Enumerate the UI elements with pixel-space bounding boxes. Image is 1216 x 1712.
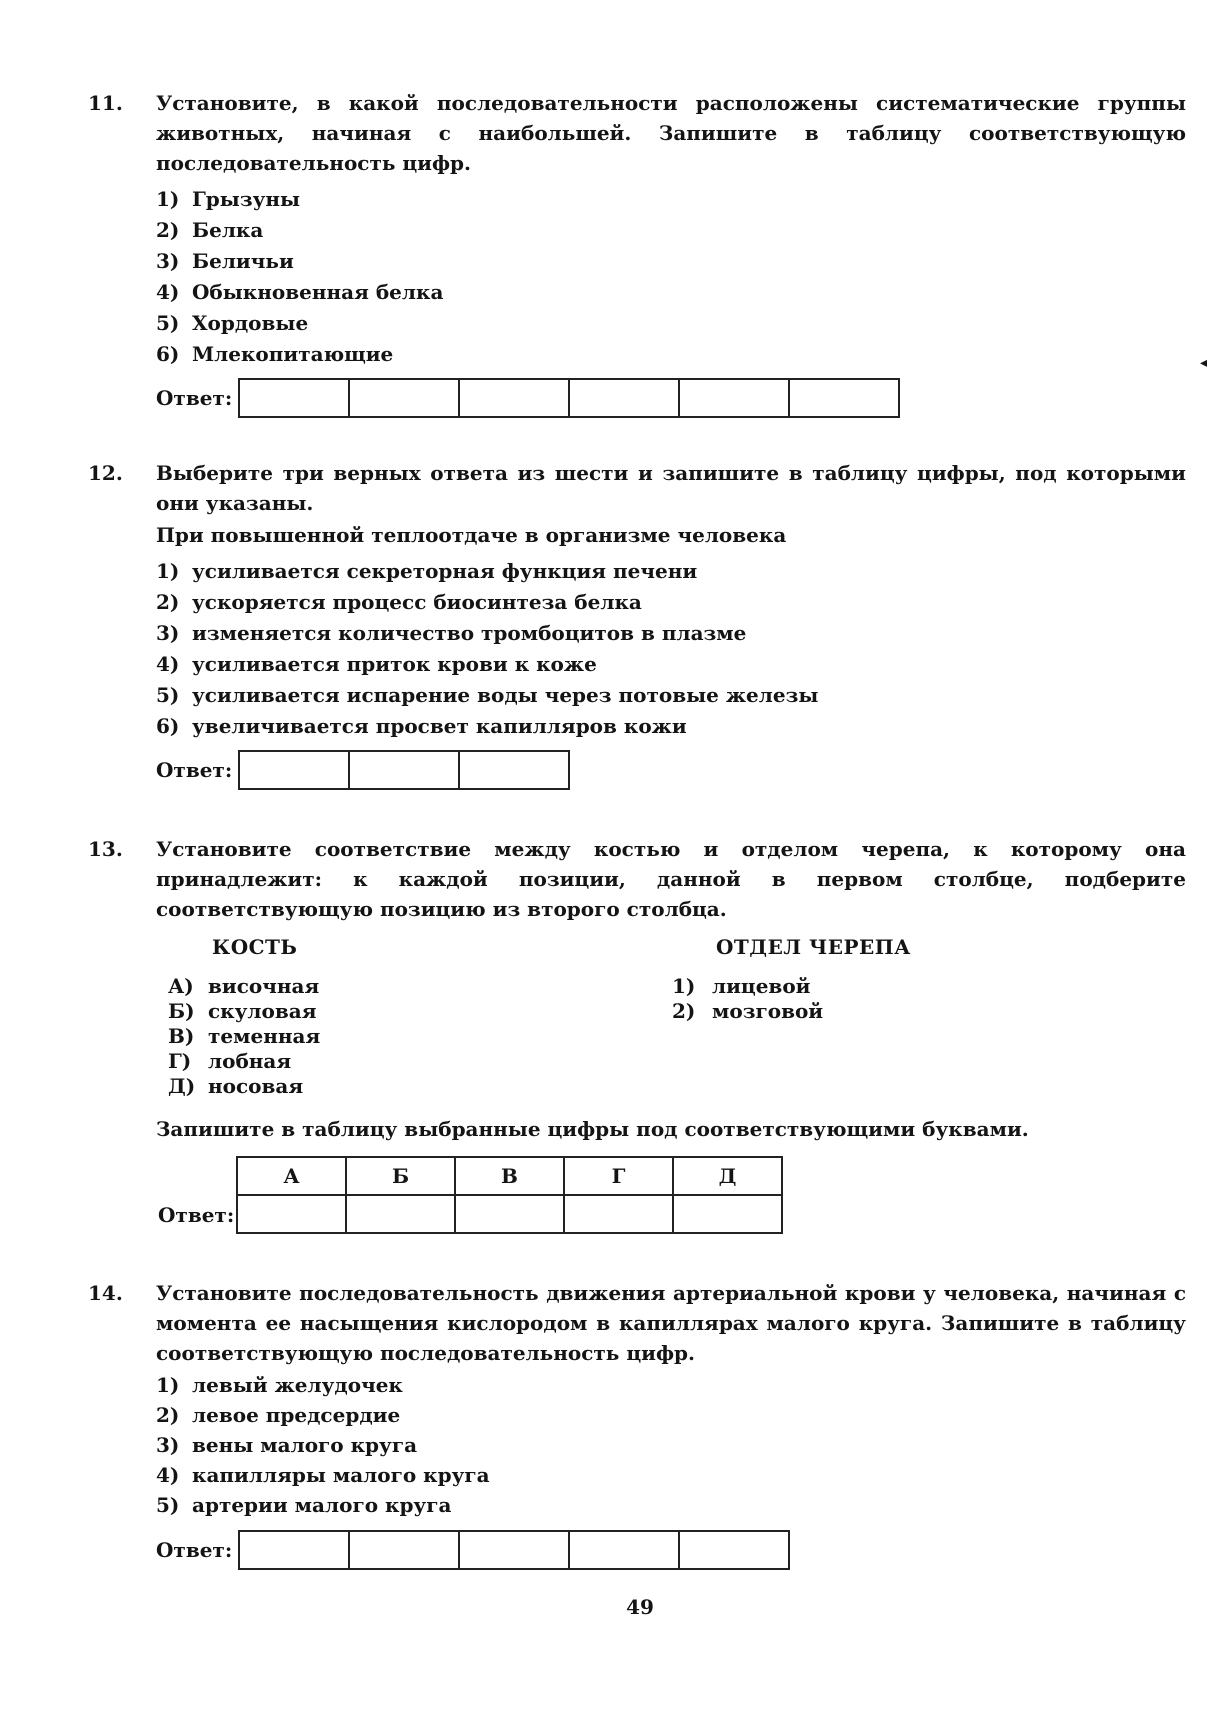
task-text: Установите последовательность движения артериальной крови у человека, начиная с момента ее насыщения кислородом в капиллярах малого круга. Запишите в таблицу соответствующую последовательность цифр. [156,1281,1186,1365]
list-item: 2) Белка [156,218,264,242]
table-header-cell: Б [346,1157,455,1195]
answer-cell[interactable] [237,1195,346,1233]
answer-label: Ответ: [158,1203,235,1227]
list-item: Д) носовая [168,1074,304,1098]
list-item: В) теменная [168,1024,321,1048]
list-item: 5) артерии малого круга [156,1493,452,1517]
task-text: Выберите три верных ответа из шести и запишите в таблицу цифры, под которыми они указаны. [156,461,1186,515]
answer-label: Ответ: [156,758,233,782]
answer-cell[interactable] [346,1195,455,1233]
table-instruction: Запишите в таблицу выбранные цифры под соответствующими буквами. [156,1117,1029,1141]
answer-cell[interactable] [240,1532,350,1568]
answer-cell[interactable] [564,1195,673,1233]
option-list [156,556,1056,742]
answer-cell[interactable] [350,752,460,788]
answer-table [236,1156,783,1234]
answer-label: Ответ: [156,1538,233,1562]
list-item: 3) изменяется количество тромбоцитов в плазме [156,621,747,645]
answer-cell[interactable] [350,380,460,416]
answer-label: Ответ: [156,386,233,410]
table-header-cell: Г [564,1157,673,1195]
left-column-title: КОСТЬ [212,935,298,959]
list-item: 4) усиливается приток крови к коже [156,652,597,676]
answer-row [156,750,570,790]
list-item: 6) увеличивается просвет капилляров кожи [156,714,687,738]
page-number: 49 [626,1595,654,1619]
table-header-cell: А [237,1157,346,1195]
list-item: 1) левый желудочек [156,1373,403,1397]
table-header-cell: В [455,1157,564,1195]
list-item: 4) Обыкновенная белка [156,280,444,304]
table-header-cell: Д [673,1157,782,1195]
answer-row [156,378,900,418]
list-item: 5) Хордовые [156,311,309,335]
margin-mark: ◂ [1200,355,1208,371]
list-item: 2) ускоряется процесс биосинтеза белка [156,590,642,614]
answer-cell[interactable] [460,380,570,416]
answer-cell[interactable] [673,1195,782,1233]
list-item: 1) лицевой [672,974,811,998]
option-list [156,184,1056,370]
list-item: 1) Грызуны [156,187,301,211]
list-item: А) височная [168,974,320,998]
answer-row [156,1530,790,1570]
answer-cells [238,750,570,790]
answer-cell[interactable] [460,1532,570,1568]
right-column-list [672,974,823,1024]
task-text: Установите соответствие между костью и отделом черепа, к которому она принадлежит: к каждой позиции, данной в первом столбце, подберите соответствующую позицию из второго столбца. [156,837,1186,921]
task-number: 11. [88,91,123,115]
answer-cell[interactable] [240,752,350,788]
list-item: 5) усиливается испарение воды через потовые железы [156,683,819,707]
answer-cell[interactable] [240,380,350,416]
answer-cells [238,378,900,418]
list-item: 2) левое предсердие [156,1403,401,1427]
list-item: 1) усиливается секреторная функция печени [156,559,698,583]
answer-cell[interactable] [460,752,568,788]
table-header-row [237,1157,782,1195]
answer-table-row [158,1156,783,1234]
list-item: 3) вены малого круга [156,1433,418,1457]
list-item: 6) Млекопитающие [156,342,394,366]
answer-cell[interactable] [570,380,680,416]
task-number: 14. [88,1281,123,1305]
answer-cell[interactable] [680,1532,788,1568]
answer-cell[interactable] [350,1532,460,1568]
task-text: Установите, в какой последовательности расположены систематические группы животных, начиная с наибольшей. Запишите в таблицу соответствующую последовательность цифр. [156,91,1186,175]
list-item: Г) лобная [168,1049,292,1073]
task-number: 12. [88,461,123,485]
answer-cells [238,1530,790,1570]
answer-cell[interactable] [790,380,898,416]
list-item: 3) Беличьи [156,249,294,273]
list-item: 2) мозговой [672,999,824,1023]
answer-cell[interactable] [680,380,790,416]
right-column-title: ОТДЕЛ ЧЕРЕПА [716,935,911,959]
table-row [237,1195,782,1233]
list-item: 4) капилляры малого круга [156,1463,490,1487]
task-number: 13. [88,837,123,861]
option-list [156,1370,1056,1520]
answer-cell[interactable] [570,1532,680,1568]
list-item: Б) скуловая [168,999,317,1023]
answer-cell[interactable] [455,1195,564,1233]
task-subtext: При повышенной теплоотдаче в организме человека [156,523,787,547]
left-column-list [168,974,320,1099]
